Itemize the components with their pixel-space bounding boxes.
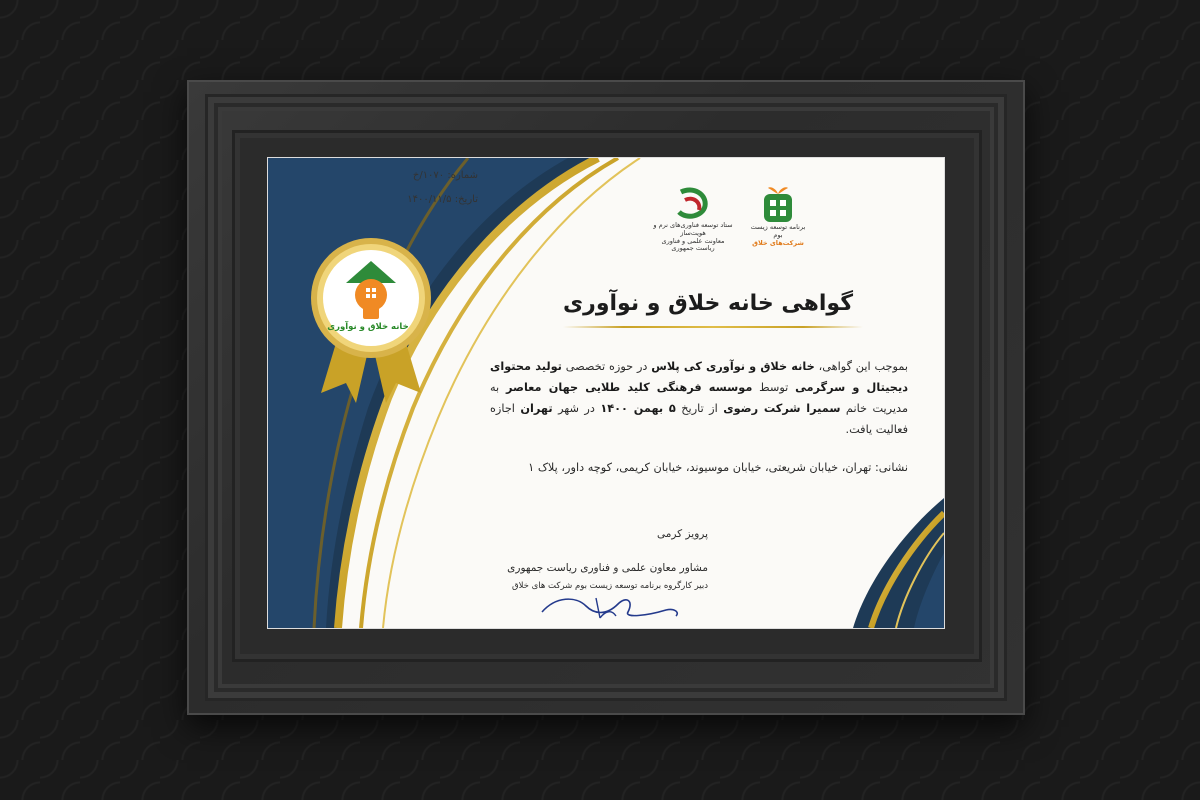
- body-bold: سمیرا شرکت رضوی: [723, 402, 841, 415]
- certificate-date: تاریخ: ۱۴۰۰/۱۱/۵: [407, 194, 478, 205]
- medal-badge: [306, 233, 436, 403]
- certificate-number: شماره: ۱۰۷۰/خ: [412, 170, 478, 181]
- body-part: اجازه فعالیت یافت.: [490, 402, 908, 436]
- logo-left-caption-2: معاونت علمی و فناوری ریاست جمهوری: [661, 236, 725, 253]
- certificate-address: نشانی: تهران، خیابان شریعتی، خیابان موسیوند، خیابان کریمی، کوچه داور، پلاک ۱: [528, 461, 908, 474]
- signer-name: پرویز کرمی: [656, 528, 708, 540]
- certificate-title: گواهی خانه خلاق و نوآوری: [563, 291, 853, 316]
- signature: [536, 590, 686, 624]
- body-part: بموجب این گواهی،: [818, 360, 909, 373]
- science-tech-logo-icon: [673, 186, 713, 222]
- signer-title: مشاور معاون علمی و فناوری ریاست جمهوری: [507, 562, 708, 574]
- certificate-body: [490, 356, 908, 440]
- logo-left: [653, 186, 733, 253]
- body-bold: ۵ بهمن ۱۴۰۰: [600, 402, 676, 415]
- logo-left-caption-1: ستاد توسعه فناوری‌های نرم و هویت‌ساز: [653, 221, 733, 237]
- body-bold: تهران: [520, 402, 553, 415]
- body-bold: موسسه فرهنگی کلید طلایی جهان معاصر: [506, 381, 753, 394]
- logo-right-caption-1: برنامه توسعه زیست بوم: [750, 223, 806, 239]
- creative-ecosystem-logo-icon: [758, 184, 798, 224]
- certificate: [268, 158, 944, 628]
- title-underline: [563, 326, 863, 328]
- body-part: از تاریخ: [681, 402, 718, 415]
- signer-subtitle: دبیر کارگروه برنامه توسعه زیست بوم شرکت های خلاق: [512, 581, 708, 591]
- body-part: توسط: [759, 381, 789, 394]
- body-bold: خانه خلاق و نوآوری کی پلاس: [651, 360, 815, 373]
- logo-right: [748, 184, 808, 247]
- logo-right-caption-2: شرکت‌های خلاق: [752, 238, 804, 247]
- body-part: به مدیریت خانم: [490, 381, 909, 415]
- body-bold: تولید محتوای دیجیتال و سرگرمی: [490, 360, 908, 394]
- badge-label: خانه خلاق و نوآوری: [327, 322, 409, 332]
- body-part: در شهر: [558, 402, 595, 415]
- body-part: در حوزه تخصصی: [565, 360, 648, 373]
